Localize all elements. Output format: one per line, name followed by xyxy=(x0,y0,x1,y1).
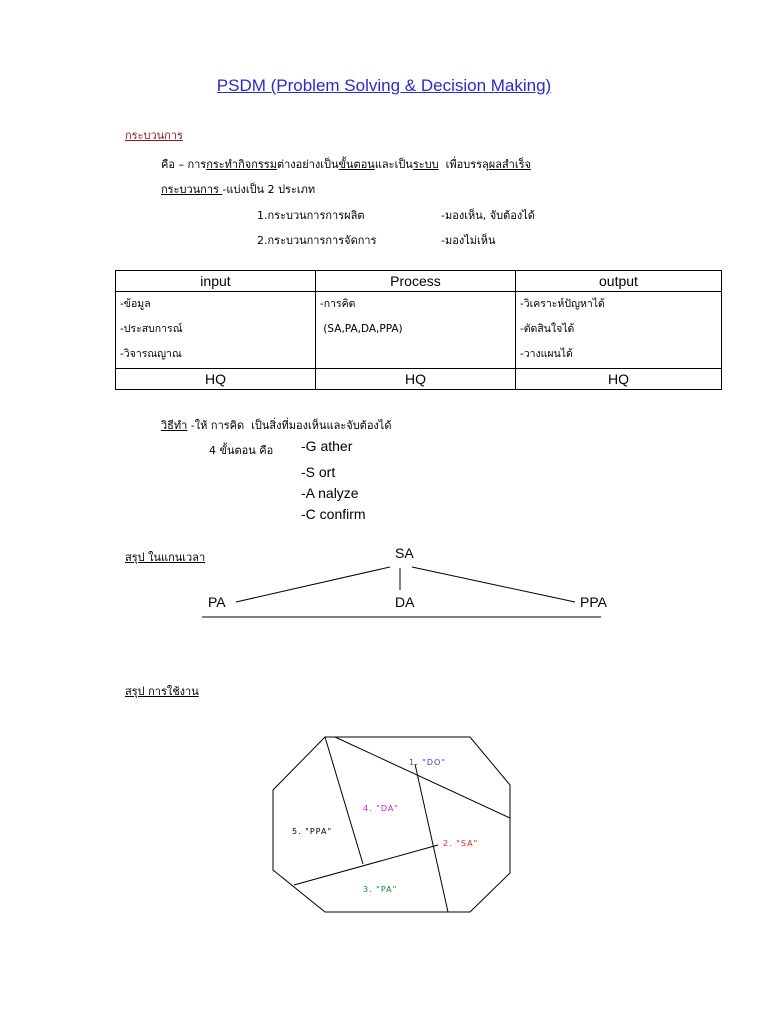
usage-label: สรุป การใช้งาน xyxy=(125,685,199,698)
definition-line: คือ – การกระทำกิจกรรมต่างอย่างเป็นขั้นตอนและเป็นระบบ เพื่อบรรลุผลสำเร็จ xyxy=(161,158,531,171)
method-line: วิธีทำ -ให้ การคิด เป็นสิ่งที่มองเห็นและจับต้องได้ xyxy=(161,419,392,432)
process-item: -การคิด xyxy=(319,298,356,310)
input-item: -วิจารณญาณ xyxy=(120,348,182,360)
timeline-label: สรุป ในแกนเวลา xyxy=(125,551,206,564)
divider-c xyxy=(415,764,448,912)
section-heading-process: กระบวนการ xyxy=(125,129,183,142)
region-ppa: 5. "PPA" xyxy=(292,827,333,836)
region-pa: 3. "PA" xyxy=(363,885,398,894)
output-item: -วางแผนได้ xyxy=(519,348,573,360)
region-sa: 2. "SA" xyxy=(443,839,479,848)
timeline-ppa: PPA xyxy=(580,594,607,610)
hq-footer-output: HQ xyxy=(515,369,721,390)
timeline-sa: SA xyxy=(395,545,414,561)
step-analyze: -A nalyze xyxy=(301,485,359,501)
hq-footer-process: HQ xyxy=(315,369,515,390)
table-header-input: input xyxy=(116,271,316,292)
steps-label: 4 ขั้นตอน คือ xyxy=(209,444,274,457)
divider-b xyxy=(335,737,510,818)
output-item: -ตัดสินใจได้ xyxy=(519,323,575,335)
type-1-name: 1.กระบวนการการผลิต xyxy=(257,209,365,222)
input-item: -ประสบการณ์ xyxy=(120,323,183,335)
divider-d xyxy=(294,845,438,885)
timeline-pa: PA xyxy=(208,594,226,610)
input-item: -ข้อมูล xyxy=(120,298,151,310)
hq-footer-input: HQ xyxy=(116,369,316,390)
divider-a xyxy=(325,737,363,864)
step-sort: -S ort xyxy=(301,464,336,480)
region-da: 4. "DA" xyxy=(363,804,400,813)
type-2-desc: -มองไม่เห็น xyxy=(441,234,496,247)
timeline-line-pa-sa xyxy=(236,567,390,602)
region-do: 1. "DO" xyxy=(409,758,446,767)
page-title: PSDM (Problem Solving & Decision Making) xyxy=(216,76,552,95)
timeline-da: DA xyxy=(395,594,415,610)
table-header-output: output xyxy=(515,271,721,292)
step-confirm: -C confirm xyxy=(301,506,366,522)
output-item: -วิเคราะห์ปัญหาได้ xyxy=(519,298,605,310)
step-gather: -G ather xyxy=(301,438,353,454)
types-line: กระบวนการ -แบ่งเป็น 2 ประเภท xyxy=(161,183,316,196)
table-header-process: Process xyxy=(315,271,515,292)
process-item: (SA,PA,DA,PPA) xyxy=(319,323,403,335)
type-2-name: 2.กระบวนการการจัดการ xyxy=(257,234,377,247)
timeline-line-sa-ppa xyxy=(412,567,575,602)
type-1-desc: -มองเห็น, จับต้องได้ xyxy=(441,209,535,222)
